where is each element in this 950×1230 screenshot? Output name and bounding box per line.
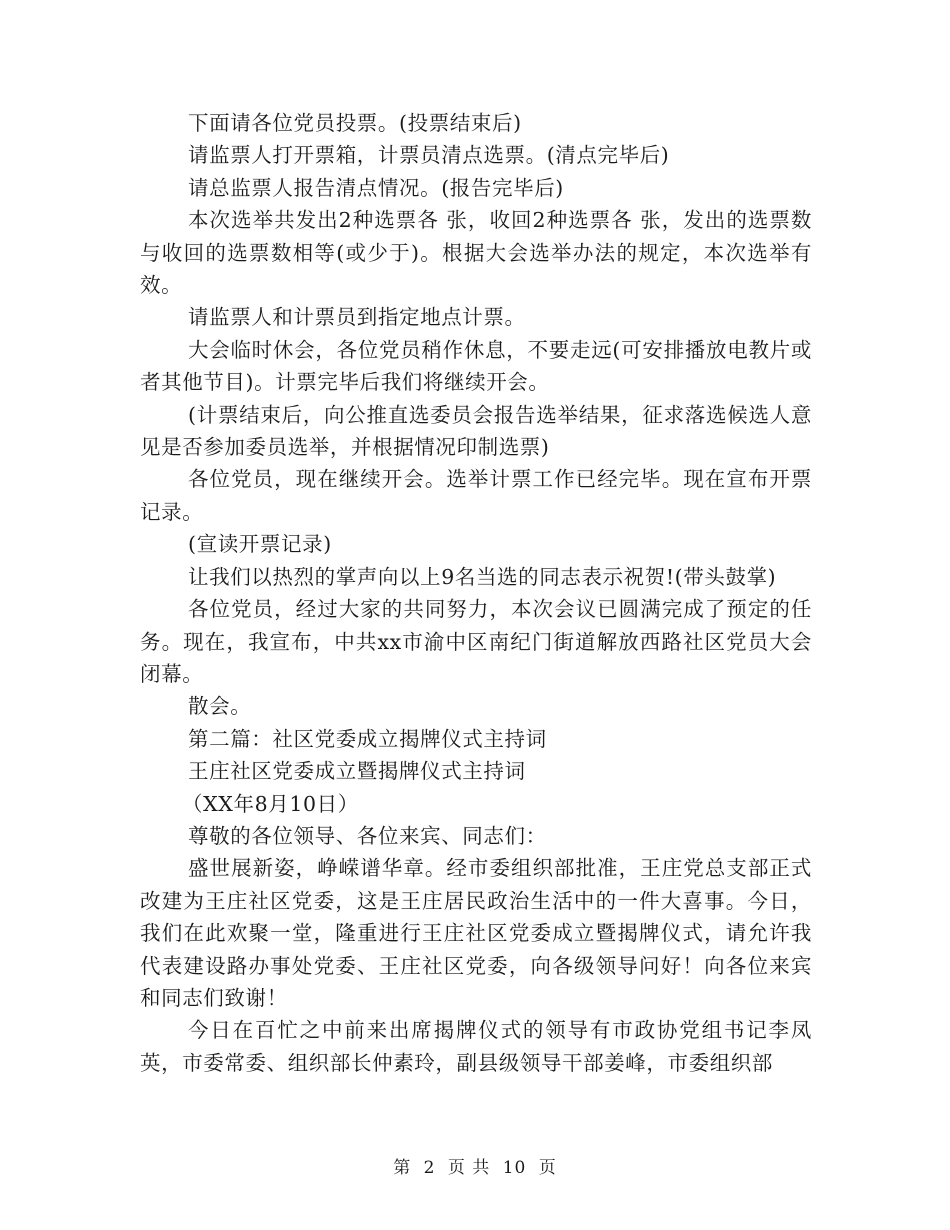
paragraph: 下面请各位党员投票。(投票结束后) xyxy=(188,111,522,135)
paragraph: 让我们以热烈的掌声向以上9名当选的同志表示祝贺!(带头鼓掌) xyxy=(188,564,777,589)
paragraph: 今日在百忙之中前来出席揭牌仪式的领导有市政协党组书记李凤英，市委常委、组织部长仲素玲，副县级领导干部姜峰，市委组织部 xyxy=(140,1018,812,1075)
section-heading: 第二篇：社区党委成立揭牌仪式主持词 xyxy=(188,726,547,751)
salutation: 尊敬的各位领导、各位来宾、同志们： xyxy=(188,823,547,848)
paragraph: 请监票人和计票员到指定地点计票。 xyxy=(188,305,526,330)
footer-middle: 页 共 xyxy=(447,1158,491,1178)
paragraph: 各位党员，现在继续开会。选举计票工作已经完毕。现在宣布开票记录。 xyxy=(140,467,812,524)
speech-title: 王庄社区党委成立暨揭牌仪式主持词 xyxy=(188,759,526,784)
paragraph: 各位党员，经过大家的共同努力，本次会议已圆满完成了预定的任务。现在，我宣布，中共xx市渝中区南纪门街道解放西路社区党员大会闭幕。 xyxy=(140,597,812,686)
page-number: 2 xyxy=(423,1158,436,1178)
page-total: 10 xyxy=(502,1158,527,1178)
footer-prefix: 第 xyxy=(393,1158,412,1178)
paragraph: 请总监票人报告清点情况。(报告完毕后) xyxy=(188,175,564,200)
paragraph: (计票结束后，向公推直选委员会报告选举结果，征求落选候选人意见是否参加委员选举，并根据情况印制选票) xyxy=(140,402,812,460)
paragraph: 请监票人打开票箱，计票员清点选票。(清点完毕后) xyxy=(188,143,670,168)
page-footer xyxy=(0,1153,950,1178)
speech-date: （XX年8月10日） xyxy=(182,791,359,816)
footer-suffix: 页 xyxy=(538,1158,557,1178)
document-body xyxy=(140,107,812,1079)
paragraph: 盛世展新姿，峥嵘谱华章。经市委组织部批准，王庄党总支部正式改建为王庄社区党委，这是王庄居民政治生活中的一件大喜事。今日，我们在此欢聚一堂，隆重进行王庄社区党委成立暨揭牌仪式，请允许我代表建设路办事处党委、王庄社区党委，向各级领导问好！向各位来宾和同志们致谢！ xyxy=(140,856,812,1010)
paragraph: (宣读开票记录) xyxy=(188,532,332,557)
paragraph: 本次选举共发出2种选票各 张，收回2种选票各 张，发出的选票数与收回的选票数相等(或少于)。根据大会选举办法的规定，本次选举有效。 xyxy=(140,208,812,298)
paragraph: 散会。 xyxy=(188,694,252,719)
paragraph: 大会临时休会，各位党员稍作休息，不要走远(可安排播放电教片或者其他节目)。计票完毕后我们将继续开会。 xyxy=(140,337,812,395)
